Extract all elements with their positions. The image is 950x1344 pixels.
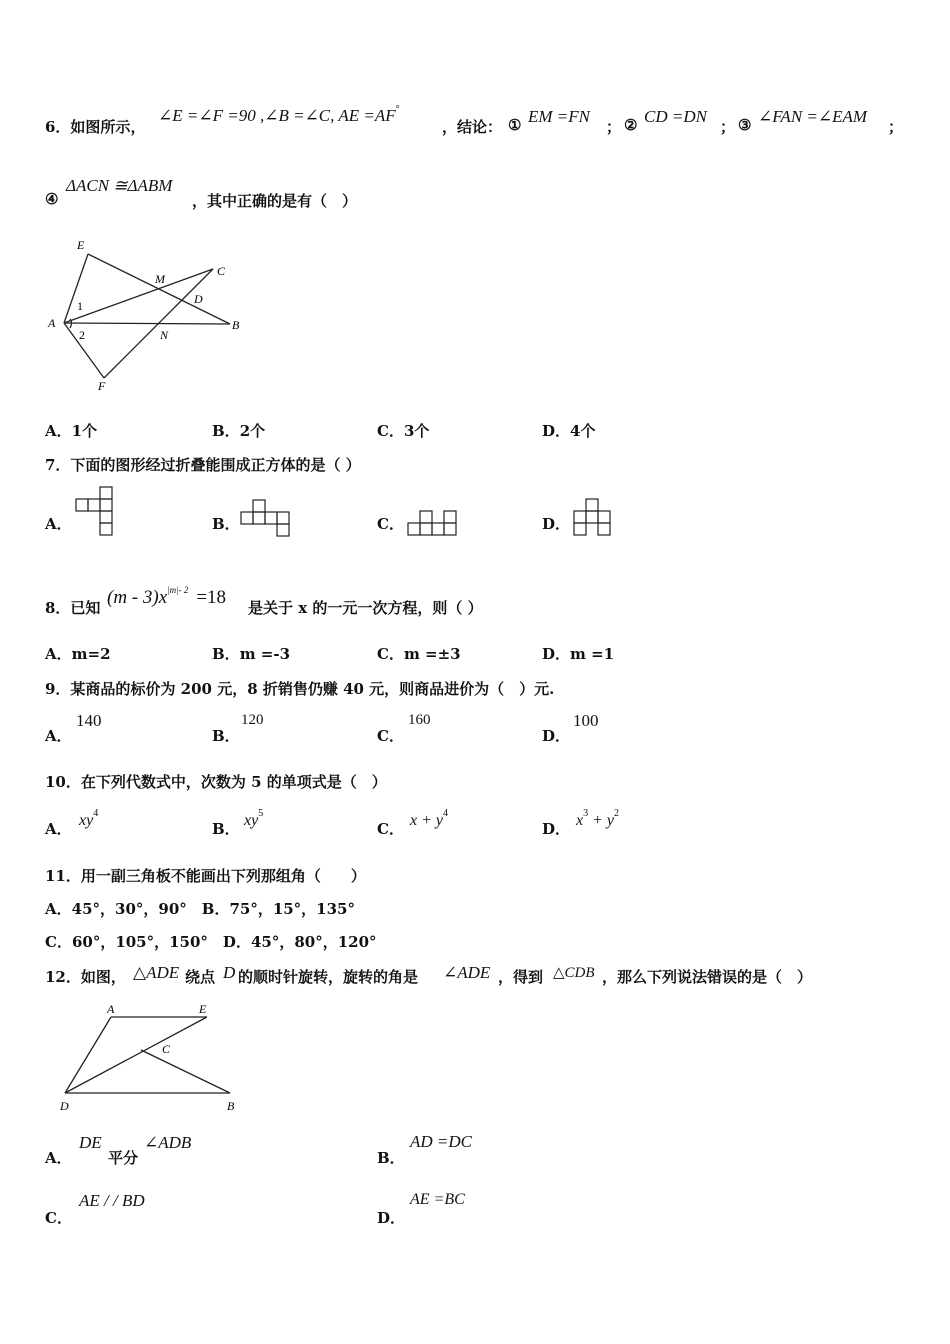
label-F: F xyxy=(98,379,106,393)
line-AC xyxy=(64,269,213,323)
line-AD xyxy=(65,1017,111,1093)
q8-eq-base: (m - 3)x xyxy=(107,587,168,608)
q6-given-text: ∠E =∠F =90 ,∠B =∠C, AE =AF xyxy=(158,106,396,125)
q6-c1: EM =FN xyxy=(528,107,590,126)
q9-option-a-value: 140 xyxy=(76,711,102,730)
q9-option-d-letter[interactable]: D． xyxy=(542,727,571,745)
line-CB xyxy=(141,1050,230,1093)
q7-net-c xyxy=(406,510,458,538)
q12-option-a-text: 平分 xyxy=(108,1149,139,1167)
label-D: D xyxy=(60,1099,69,1113)
q9-option-a-letter[interactable]: A． xyxy=(45,727,72,745)
q12-option-b-m1: AD =DC xyxy=(410,1132,472,1151)
q8-option-c[interactable]: C．m =±3 xyxy=(377,645,461,663)
q10-option-a-letter[interactable]: A． xyxy=(45,820,72,838)
q12-option-a-m1: DE xyxy=(79,1133,102,1152)
label-1: 1 xyxy=(77,299,83,313)
q9-option-b-value: 120 xyxy=(241,712,264,728)
q12-option-d-letter[interactable]: D． xyxy=(377,1209,406,1227)
q6-figure xyxy=(40,232,260,397)
q8-option-b[interactable]: B．m =-3 xyxy=(212,645,291,663)
q12-number: 12．如图， xyxy=(45,968,126,986)
q8-option-a[interactable]: A．m=2 xyxy=(45,645,111,663)
label-C: C xyxy=(162,1042,171,1056)
q6-number: 6．如图所示， xyxy=(45,118,146,136)
q10-option-d-expr: $x^3 + y^2$ xyxy=(576,808,620,829)
q12-option-d-m1: AE =BC xyxy=(410,1191,465,1208)
q7-net-d xyxy=(572,498,612,538)
q6-conclusion-label: ，结论： xyxy=(442,118,503,136)
q8-tail: 是关于 x 的一元一次方程，则（ ） xyxy=(248,599,483,617)
line-AB xyxy=(64,323,230,324)
label-A: A xyxy=(48,316,56,330)
label-2: 2 xyxy=(79,328,85,342)
label-D: D xyxy=(194,292,203,306)
q11-stem: 11．用一副三角板不能画出下列那组角（ ） xyxy=(45,867,366,885)
q6-option-c[interactable]: C．3个 xyxy=(377,422,430,440)
line-EA xyxy=(64,254,88,323)
q6-c4-mark: ④ xyxy=(45,190,59,208)
q11-options-line1[interactable]: A．45°，30°，90° B．75°，15°，135° xyxy=(45,900,355,918)
label-E: E xyxy=(77,238,85,252)
q12-mid3: ，得到 xyxy=(498,968,544,986)
q10-option-b-expr: $xy^5$ xyxy=(244,808,264,829)
q12-option-a-letter[interactable]: A． xyxy=(45,1149,72,1167)
q12-mid1: 绕点 xyxy=(185,968,216,986)
q12-option-c-m1: AE / / BD xyxy=(79,1191,145,1210)
q12-tri1: △ADE xyxy=(133,963,180,982)
q12-option-a-m2: ∠ADB xyxy=(144,1133,192,1152)
q6-c3-mark: ③ xyxy=(738,116,752,134)
q12-angle: ∠ADE xyxy=(443,963,491,982)
label-E: E xyxy=(199,1002,207,1016)
q8-eq-rhs: =18 xyxy=(196,587,227,608)
label-N: N xyxy=(160,328,169,342)
q6-c2-mark: ② xyxy=(624,116,638,134)
q6-sep1: ； xyxy=(606,118,622,136)
q7-option-d[interactable]: D． xyxy=(542,515,571,533)
q10-option-c-letter[interactable]: C． xyxy=(377,820,404,838)
q12-tail: ，那么下列说法错误的是（ ） xyxy=(602,968,813,986)
q7-stem: 7．下面的图形经过折叠能围成正方体的是（ ） xyxy=(45,456,361,474)
q6-c3: ∠FAN =∠EAM xyxy=(758,107,868,126)
q12-point: D xyxy=(223,963,236,982)
q6-given xyxy=(158,104,400,126)
q6-line1 xyxy=(45,116,145,137)
label-A: A xyxy=(107,1002,115,1016)
q10-stem: 10．在下列代数式中，次数为 5 的单项式是（ ） xyxy=(45,773,387,791)
q6-option-a[interactable]: A．1个 xyxy=(45,422,98,440)
q8-option-d[interactable]: D．m =1 xyxy=(542,645,615,663)
q6-sep2: ； xyxy=(720,118,736,136)
q12-option-b-letter[interactable]: B． xyxy=(377,1149,405,1167)
q6-sep3: ； xyxy=(888,118,904,136)
q8-equation xyxy=(107,585,226,609)
q10-option-a-expr: $xy^4$ xyxy=(79,808,99,829)
q7-net-b xyxy=(239,499,291,537)
q9-option-b-letter[interactable]: B． xyxy=(212,727,240,745)
q9-option-c-value: 160 xyxy=(408,712,431,728)
q9-option-c-letter[interactable]: C． xyxy=(377,727,404,745)
q6-c4: ΔACN ≅ΔABM xyxy=(66,176,173,195)
q6-tail: ，其中正确的是有（ ） xyxy=(192,192,358,210)
q12-mid2: 的顺时针旋转，旋转的角是 xyxy=(238,968,419,986)
q6-option-d[interactable]: D．4个 xyxy=(542,422,596,440)
q6-option-b[interactable]: B．2个 xyxy=(212,422,266,440)
q9-stem: 9．某商品的标价为 200 元，8 折销售仍赚 40 元，则商品进价为（ ）元. xyxy=(45,680,555,698)
label-M: M xyxy=(155,272,165,286)
q7-option-a[interactable]: A． xyxy=(45,515,72,533)
q6-c2: CD =DN xyxy=(644,107,707,126)
q7-option-c[interactable]: C． xyxy=(377,515,404,533)
q11-options-line2[interactable]: C．60°，105°，150° D．45°，80°，120° xyxy=(45,933,377,951)
q6-c1-mark: ① xyxy=(508,116,522,134)
q12-tri2: △CDB xyxy=(553,965,595,981)
q8-number: 8．已知 xyxy=(45,599,101,617)
q10-option-c-expr: $x + y^4$ xyxy=(410,808,448,829)
q10-option-d-letter[interactable]: D． xyxy=(542,820,571,838)
q9-option-d-value: 100 xyxy=(573,711,599,730)
label-C: C xyxy=(217,264,226,278)
q10-option-b-letter[interactable]: B． xyxy=(212,820,240,838)
q12-figure xyxy=(55,996,255,1116)
q7-option-b[interactable]: B． xyxy=(212,515,240,533)
line-ED xyxy=(65,1017,207,1093)
q6-degree: ° xyxy=(395,104,400,115)
label-B: B xyxy=(227,1099,235,1113)
label-B: B xyxy=(232,318,240,332)
q7-net-a xyxy=(74,486,114,538)
q12-option-c-letter[interactable]: C． xyxy=(45,1209,72,1227)
q8-eq-exp: |m|- 2 xyxy=(167,585,189,595)
